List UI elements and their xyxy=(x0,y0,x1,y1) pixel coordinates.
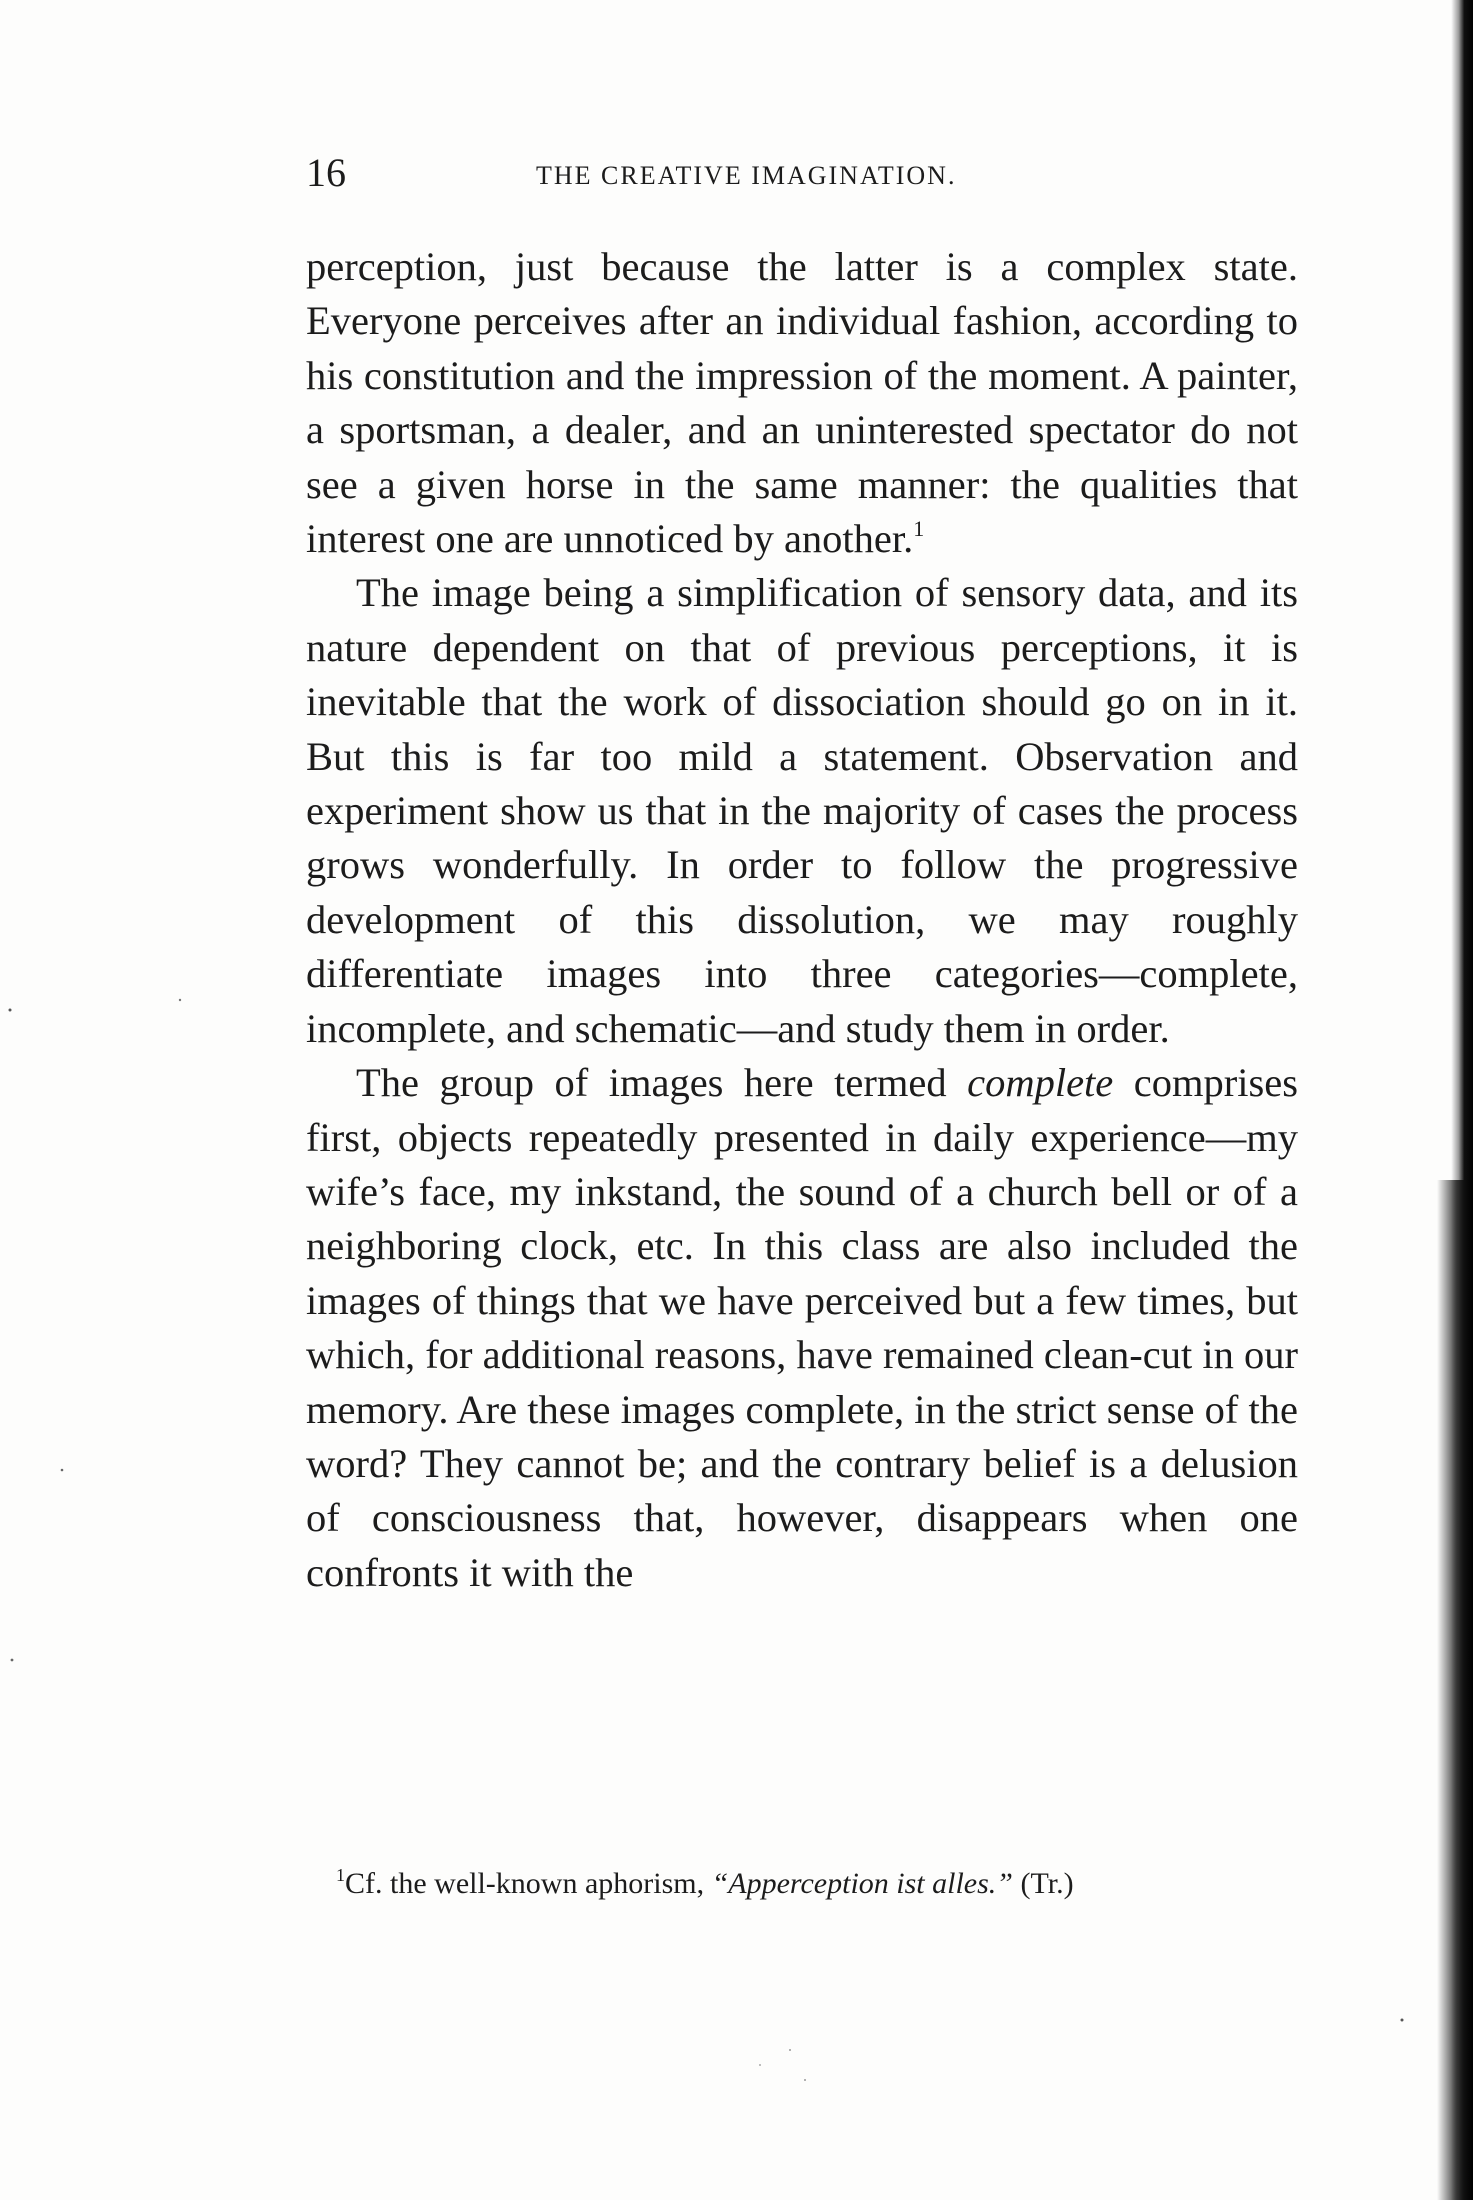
paragraph-3-emphasis: complete xyxy=(967,1060,1114,1106)
footnote-translator-note: (Tr.) xyxy=(1020,1867,1074,1900)
binding-shadow xyxy=(1437,1180,1473,2200)
speck xyxy=(804,2079,806,2081)
speck xyxy=(1401,2019,1404,2022)
speck xyxy=(11,1659,14,1662)
page-number: 16 xyxy=(306,150,346,195)
paragraph-3-rest: comprises first, objects repeatedly presented in daily experience—my wife’s face, my inkstand, the sound of a church bell or of a neighboring clock, etc. In this class are also included the images of things that we have perceived but a few times, but which, for additional reasons, have remained clean-cut in our memory. Are these images complete, in the strict sense of the word? They cannot be; and the contrary belief is a delusion of consciousness that, however, disappears when one confronts it with the xyxy=(306,1060,1299,1595)
body-text xyxy=(306,240,1298,1600)
paragraph-1-text: perception, just because the latter is a complex state. Everyone perceives after an individual fashion, according to his constitution and the impression of the moment. A painter, a sportsman, a dealer, and an uninterested spectator do not see a given horse in the same manner: the qualities that interest one are unnoticed by another. xyxy=(306,244,1298,562)
footnote xyxy=(306,1863,1298,1905)
paragraph-1 xyxy=(306,240,1298,566)
paragraph-3-lead: The group of images here termed xyxy=(356,1060,947,1106)
footnote-reference: 1 xyxy=(913,516,925,542)
speck xyxy=(61,1469,64,1472)
page-header xyxy=(306,148,1298,198)
footnote-quote: “Apperception ist alles.” xyxy=(711,1867,1013,1900)
paragraph-3 xyxy=(306,1056,1298,1600)
footnote-lead: Cf. the well-known aphorism, xyxy=(345,1867,705,1900)
speck xyxy=(9,1009,12,1012)
footnote-text xyxy=(306,1863,1298,1905)
paragraph-2: The image being a simplification of sensory data, and its nature dependent on that of previous perceptions, it is inevitable that the work of dissociation should go on in it. But this is far too mild a statement. Observation and experiment show us that in the majority of cases the process grows wonderfully. In order to follow the progressive development of this dissolution, we may roughly differentiate images into three categories—complete, incomplete, and schematic—and study them in order. xyxy=(306,570,1298,1051)
running-title: THE CREATIVE IMAGINATION. xyxy=(536,161,957,190)
speck xyxy=(179,999,181,1001)
speck xyxy=(759,2064,761,2066)
footnote-marker: 1 xyxy=(336,1865,345,1885)
speck xyxy=(789,2049,791,2051)
